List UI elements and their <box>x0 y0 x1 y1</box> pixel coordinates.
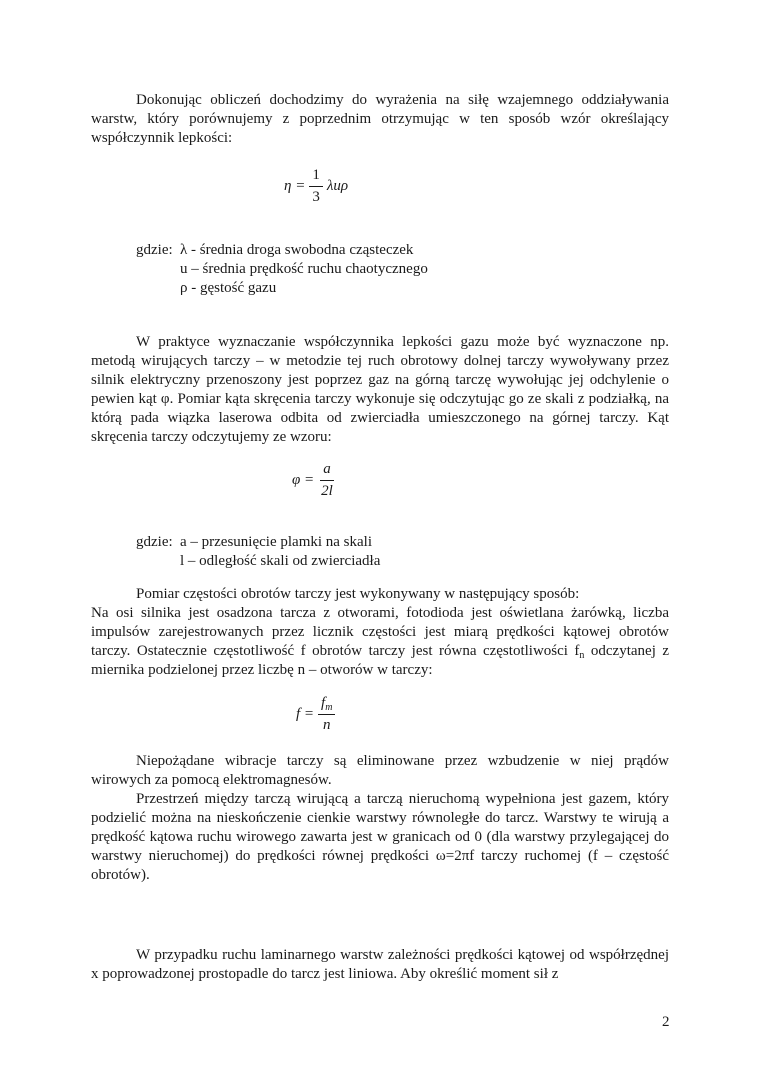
formula-angle-lhs: φ = <box>292 472 315 488</box>
definition-row: u – średnia prędkość ruchu chaotycznego <box>180 261 428 277</box>
paragraph-frequency-measurement: Pomiar częstości obrotów tarczy jest wykonywany w następujący sposób: <box>136 586 580 602</box>
paragraph-vibrations: Niepożądane wibracje tarczy są eliminowane przez wzbudzenie w niej prądów wirowych za pomocą elektromagnesów. <box>91 753 669 788</box>
formula-angle <box>292 460 336 501</box>
definition-row: gdzie: λ - średnia droga swobodna cząsteczek <box>136 242 414 258</box>
formula-viscosity-numerator: 1 <box>309 166 323 187</box>
definition-row: gdzie: a – przesunięcie plamki na skali <box>136 534 373 550</box>
page-number: 2 <box>662 1014 670 1030</box>
formula-viscosity <box>284 166 348 207</box>
formula-viscosity-fraction <box>309 166 323 207</box>
paragraph-rotating-discs-method: W praktyce wyznaczanie współczynnika lepkości gazu może być wyznaczone np. metodą wirujących tarczy – w metodzie tej ruch obrotowy dolnej tarczy wywoływany przez silnik elektryczny przenoszony jest poprzez gaz na górną tarczę wywołując jej odchylenie o pewien kąt φ. Pomiar kąta skręcenia tarczy wykonuje się odczytując go ze skali z podziałką, na którą pada wiązka laserowa odbita od zwierciadła umieszczonego na górnej tarczy. Kąt skręcenia tarczy odczytujemy ze wzoru: <box>91 334 669 445</box>
definitions-angle <box>136 533 380 571</box>
paragraph-laminar-flow: W przypadku ruchu laminarnego warstw zależności prędkości kątowej od współrzędnej x poprowadzonej prostopadle do tarcz jest liniowa. Aby określić moment sił z <box>91 947 669 982</box>
formula-frequency-denominator: n <box>323 717 331 733</box>
formula-frequency <box>296 694 335 735</box>
paragraph-frequency-details: Na osi silnika jest osadzona tarcza z otworami, fotodioda jest oświetlana żarówką, liczba impulsów zarejestrowanych przez licznik częstości jest miarą prędkości kątowej obrotów tarczy. Ostatecznie częstotliwość f obrotów tarczy jest równa częstotliwości $f_n$ odczytanej z miernika podzielonej przez liczbę n – otworów w tarczy: <box>91 605 670 678</box>
formula-viscosity-denominator: 3 <box>312 189 320 205</box>
formula-frequency-numerator: $f_m$ <box>318 694 335 715</box>
definition-row: l – odległość skali od zwierciadła <box>180 553 381 569</box>
paragraph-viscosity-intro: Dokonując obliczeń dochodzimy do wyrażenia na siłę wzajemnego oddziaływania warstw, który porównujemy z poprzednim otrzymując w ten sposób wzór określający współczynnik lepkości: <box>91 92 669 146</box>
formula-frequency-fraction <box>318 694 335 735</box>
formula-frequency-lhs: f = <box>296 706 315 722</box>
formula-angle-denominator: 2l <box>321 483 333 499</box>
paragraph-gas-layers: Przestrzeń między tarczą wirującą a tarczą nieruchomą wypełniona jest gazem, który podzielić można na nieskończenie cienkie warstwy równoległe do tarcz. Warstwy te wirują a prędkość kątowa ruchu wirowego zawarta jest w granicach od 0 (dla warstwy przylegającej do warstwy nieruchomej) do prędkości równej prędkości ω=2πf tarczy ruchomej (f – częstość obrotów). <box>91 791 669 883</box>
formula-angle-fraction <box>318 460 336 501</box>
formula-angle-numerator: a <box>320 460 334 481</box>
definition-row: ρ - gęstość gazu <box>180 280 277 296</box>
formula-viscosity-lhs: η = <box>284 178 306 194</box>
definitions-viscosity <box>136 241 428 298</box>
formula-viscosity-rest: λuρ <box>326 178 349 194</box>
